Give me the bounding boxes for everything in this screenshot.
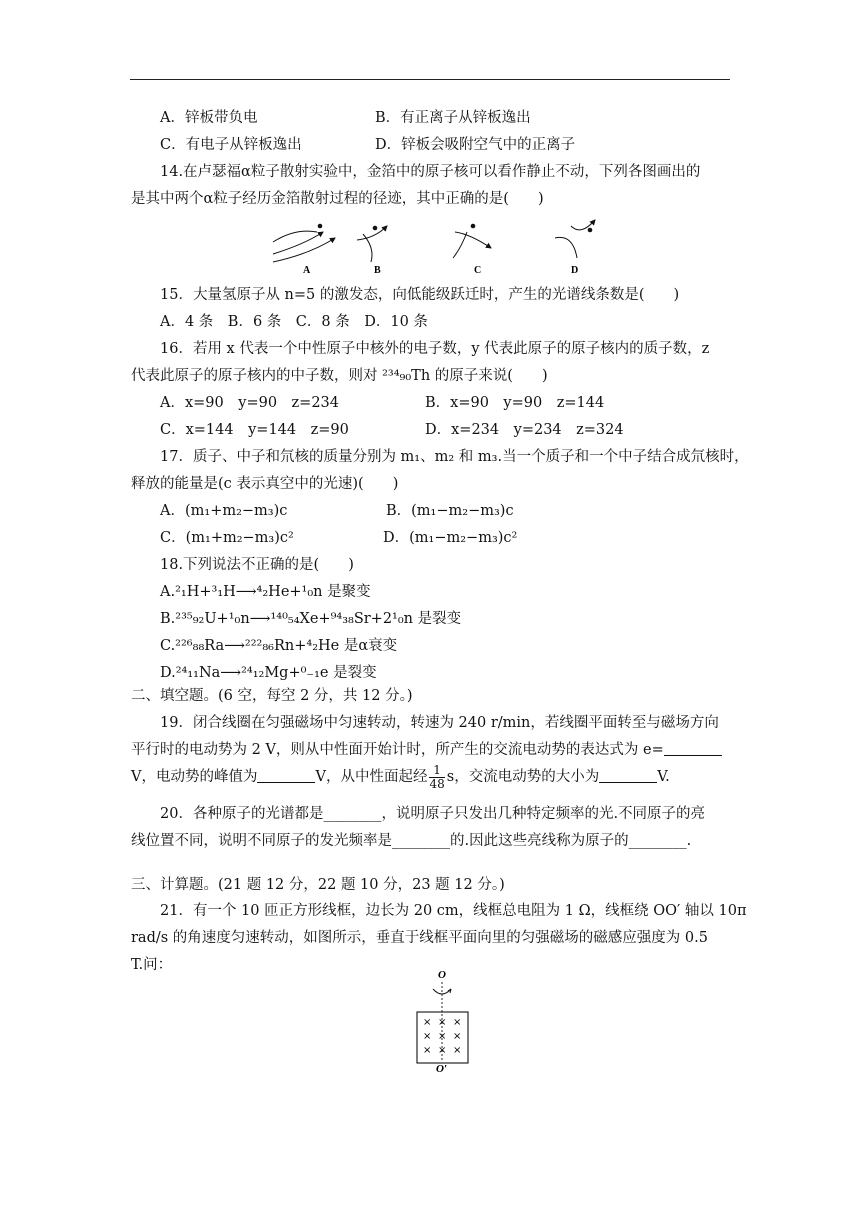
field-cross-icon: × bbox=[423, 1031, 432, 1042]
q16-option-a: A．x=90 y=90 z=234 bbox=[160, 395, 340, 411]
q18-option-a: A.²₁H+³₁H⟶⁴₂He+¹₀n 是聚变 bbox=[160, 584, 371, 600]
q16-option-c: C．x=144 y=144 z=90 bbox=[160, 422, 349, 438]
q18-option-b: B.²³⁵₉₂U+¹₀n⟶¹⁴⁰₅₄Xe+⁹⁴₃₈Sr+2¹₀n 是裂变 bbox=[160, 611, 462, 627]
magnetic-field-crosses bbox=[423, 1017, 461, 1056]
q16-line2: 代表此原子的原子核内的中子数，则对 ²³⁴₉₀Th 的原子来说( ) bbox=[131, 368, 548, 384]
axis-label-top: O bbox=[438, 969, 446, 981]
figure-label-b: B bbox=[374, 265, 381, 276]
axis-label-bottom: O′ bbox=[436, 1063, 448, 1074]
figure-label-c: C bbox=[474, 265, 482, 276]
q21-line2: rad/s 的角速度匀速转动，如图所示，垂直于线框平面向里的匀强磁场的磁感应强度为 0.5 bbox=[131, 930, 708, 946]
q19-fraction-den: 48 bbox=[429, 776, 445, 791]
field-cross-icon: × bbox=[453, 1031, 462, 1042]
q17-line2: 释放的能量是(c 表示真空中的光速)( ) bbox=[131, 476, 399, 492]
q19-blank-expression bbox=[664, 741, 722, 756]
field-cross-icon: × bbox=[423, 1017, 432, 1028]
q19-fraction-num: 1 bbox=[429, 764, 444, 778]
q19-line3c: s，交流电动势的大小为 bbox=[446, 769, 600, 785]
q18-line1: 18.下列说法不正确的是( ) bbox=[160, 557, 354, 573]
section-fill-in-heading: 二、填空题。(6 空，每空 2 分，共 12 分。) bbox=[131, 688, 413, 704]
q16-option-d: D．x=234 y=234 z=324 bbox=[425, 422, 624, 438]
q19-line1: 19．闭合线圈在匀强磁场中匀速转动，转速为 240 r/min，若线圈平面转至与磁场方向 bbox=[160, 715, 719, 731]
q21-line3: T.问： bbox=[131, 957, 173, 973]
rotating-coil-figure bbox=[405, 962, 485, 1074]
q20-line1: 20．各种原子的光谱都是________，说明原子只发出几种特定频率的光.不同原子的亮 bbox=[160, 806, 706, 822]
q15-line1: 15．大量氢原子从 n=5 的激发态，向低能级跃迁时，产生的光谱线条数是( ) bbox=[160, 287, 680, 303]
field-cross-icon: × bbox=[438, 1031, 447, 1042]
q16-option-b: B．x=90 y=90 z=144 bbox=[425, 395, 605, 411]
field-cross-icon: × bbox=[453, 1045, 462, 1056]
figure-label-a: A bbox=[303, 265, 311, 276]
figure-a bbox=[273, 224, 335, 262]
field-cross-icon: × bbox=[438, 1017, 447, 1028]
q14-line1: 14.在卢瑟福α粒子散射实验中，金箔中的原子核可以看作静止不动，下列各图画出的 bbox=[160, 164, 701, 180]
q16-line1: 16．若用 x 代表一个中性原子中核外的电子数，y 代表此原子的原子核内的质子数，z bbox=[160, 341, 710, 357]
q14-line2: 是其中两个α粒子经历金箔散射过程的径迹，其中正确的是( ) bbox=[131, 191, 544, 207]
q20-line2: 线位置不同，说明不同原子的发光频率是________的.因此这些亮线称为原子的________. bbox=[131, 833, 692, 849]
q18-option-d: D.²⁴₁₁Na⟶²⁴₁₂Mg+⁰₋₁e 是裂变 bbox=[160, 665, 377, 681]
q13-option-b: B．有正离子从锌板逸出 bbox=[375, 110, 531, 126]
q19-line3 bbox=[131, 762, 670, 792]
q19-line3a: V，电动势的峰值为 bbox=[131, 769, 258, 785]
q17-option-b: B．(m₁−m₂−m₃)c bbox=[386, 503, 514, 519]
q19-line2 bbox=[131, 740, 722, 760]
q21-line1: 21．有一个 10 匝正方形线框，边长为 20 cm，线框总电阻为 1 Ω，线框绕 OO′ 轴以 10π bbox=[160, 903, 747, 919]
q19-line3b: V，从中性面起经 bbox=[315, 769, 428, 785]
q19-blank-value bbox=[599, 768, 657, 783]
figure-c bbox=[453, 224, 491, 258]
q13-option-a: A．锌板带负电 bbox=[160, 110, 258, 126]
q15-options: A．4 条 B．6 条 C．8 条 D．10 条 bbox=[160, 314, 428, 330]
q19-line3d: V. bbox=[657, 769, 670, 785]
q19-line2-text: 平行时的电动势为 2 V，则从中性面开始计时，所产生的交流电动势的表达式为 e= bbox=[131, 742, 664, 758]
header-rule bbox=[130, 79, 730, 80]
field-cross-icon: × bbox=[438, 1045, 447, 1056]
figure-label-d: D bbox=[571, 265, 579, 276]
q18-option-c: C.²²⁶₈₈Ra⟶²²²₈₆Rn+⁴₂He 是α衰变 bbox=[160, 638, 398, 654]
figure-b bbox=[357, 226, 387, 262]
q13-option-d: D．锌板会吸附空气中的正离子 bbox=[375, 137, 576, 153]
q19-blank-peak bbox=[257, 768, 315, 783]
alpha-scattering-figure bbox=[265, 218, 605, 278]
field-cross-icon: × bbox=[423, 1045, 432, 1056]
q13-option-c: C．有电子从锌板逸出 bbox=[160, 137, 302, 153]
q17-option-a: A．(m₁+m₂−m₃)c bbox=[160, 503, 288, 519]
q17-line1: 17．质子、中子和氘核的质量分别为 m₁、m₂ 和 m₃.当一个质子和一个中子结合成氘核时， bbox=[160, 449, 749, 465]
q17-option-c: C．(m₁+m₂−m₃)c² bbox=[160, 530, 294, 546]
figure-d bbox=[555, 220, 595, 258]
field-cross-icon: × bbox=[453, 1017, 462, 1028]
q17-option-d: D．(m₁−m₂−m₃)c² bbox=[383, 530, 518, 546]
section-calculation-heading: 三、计算题。(21 题 12 分，22 题 10 分，23 题 12 分。) bbox=[131, 877, 505, 893]
q19-fraction bbox=[429, 764, 444, 791]
